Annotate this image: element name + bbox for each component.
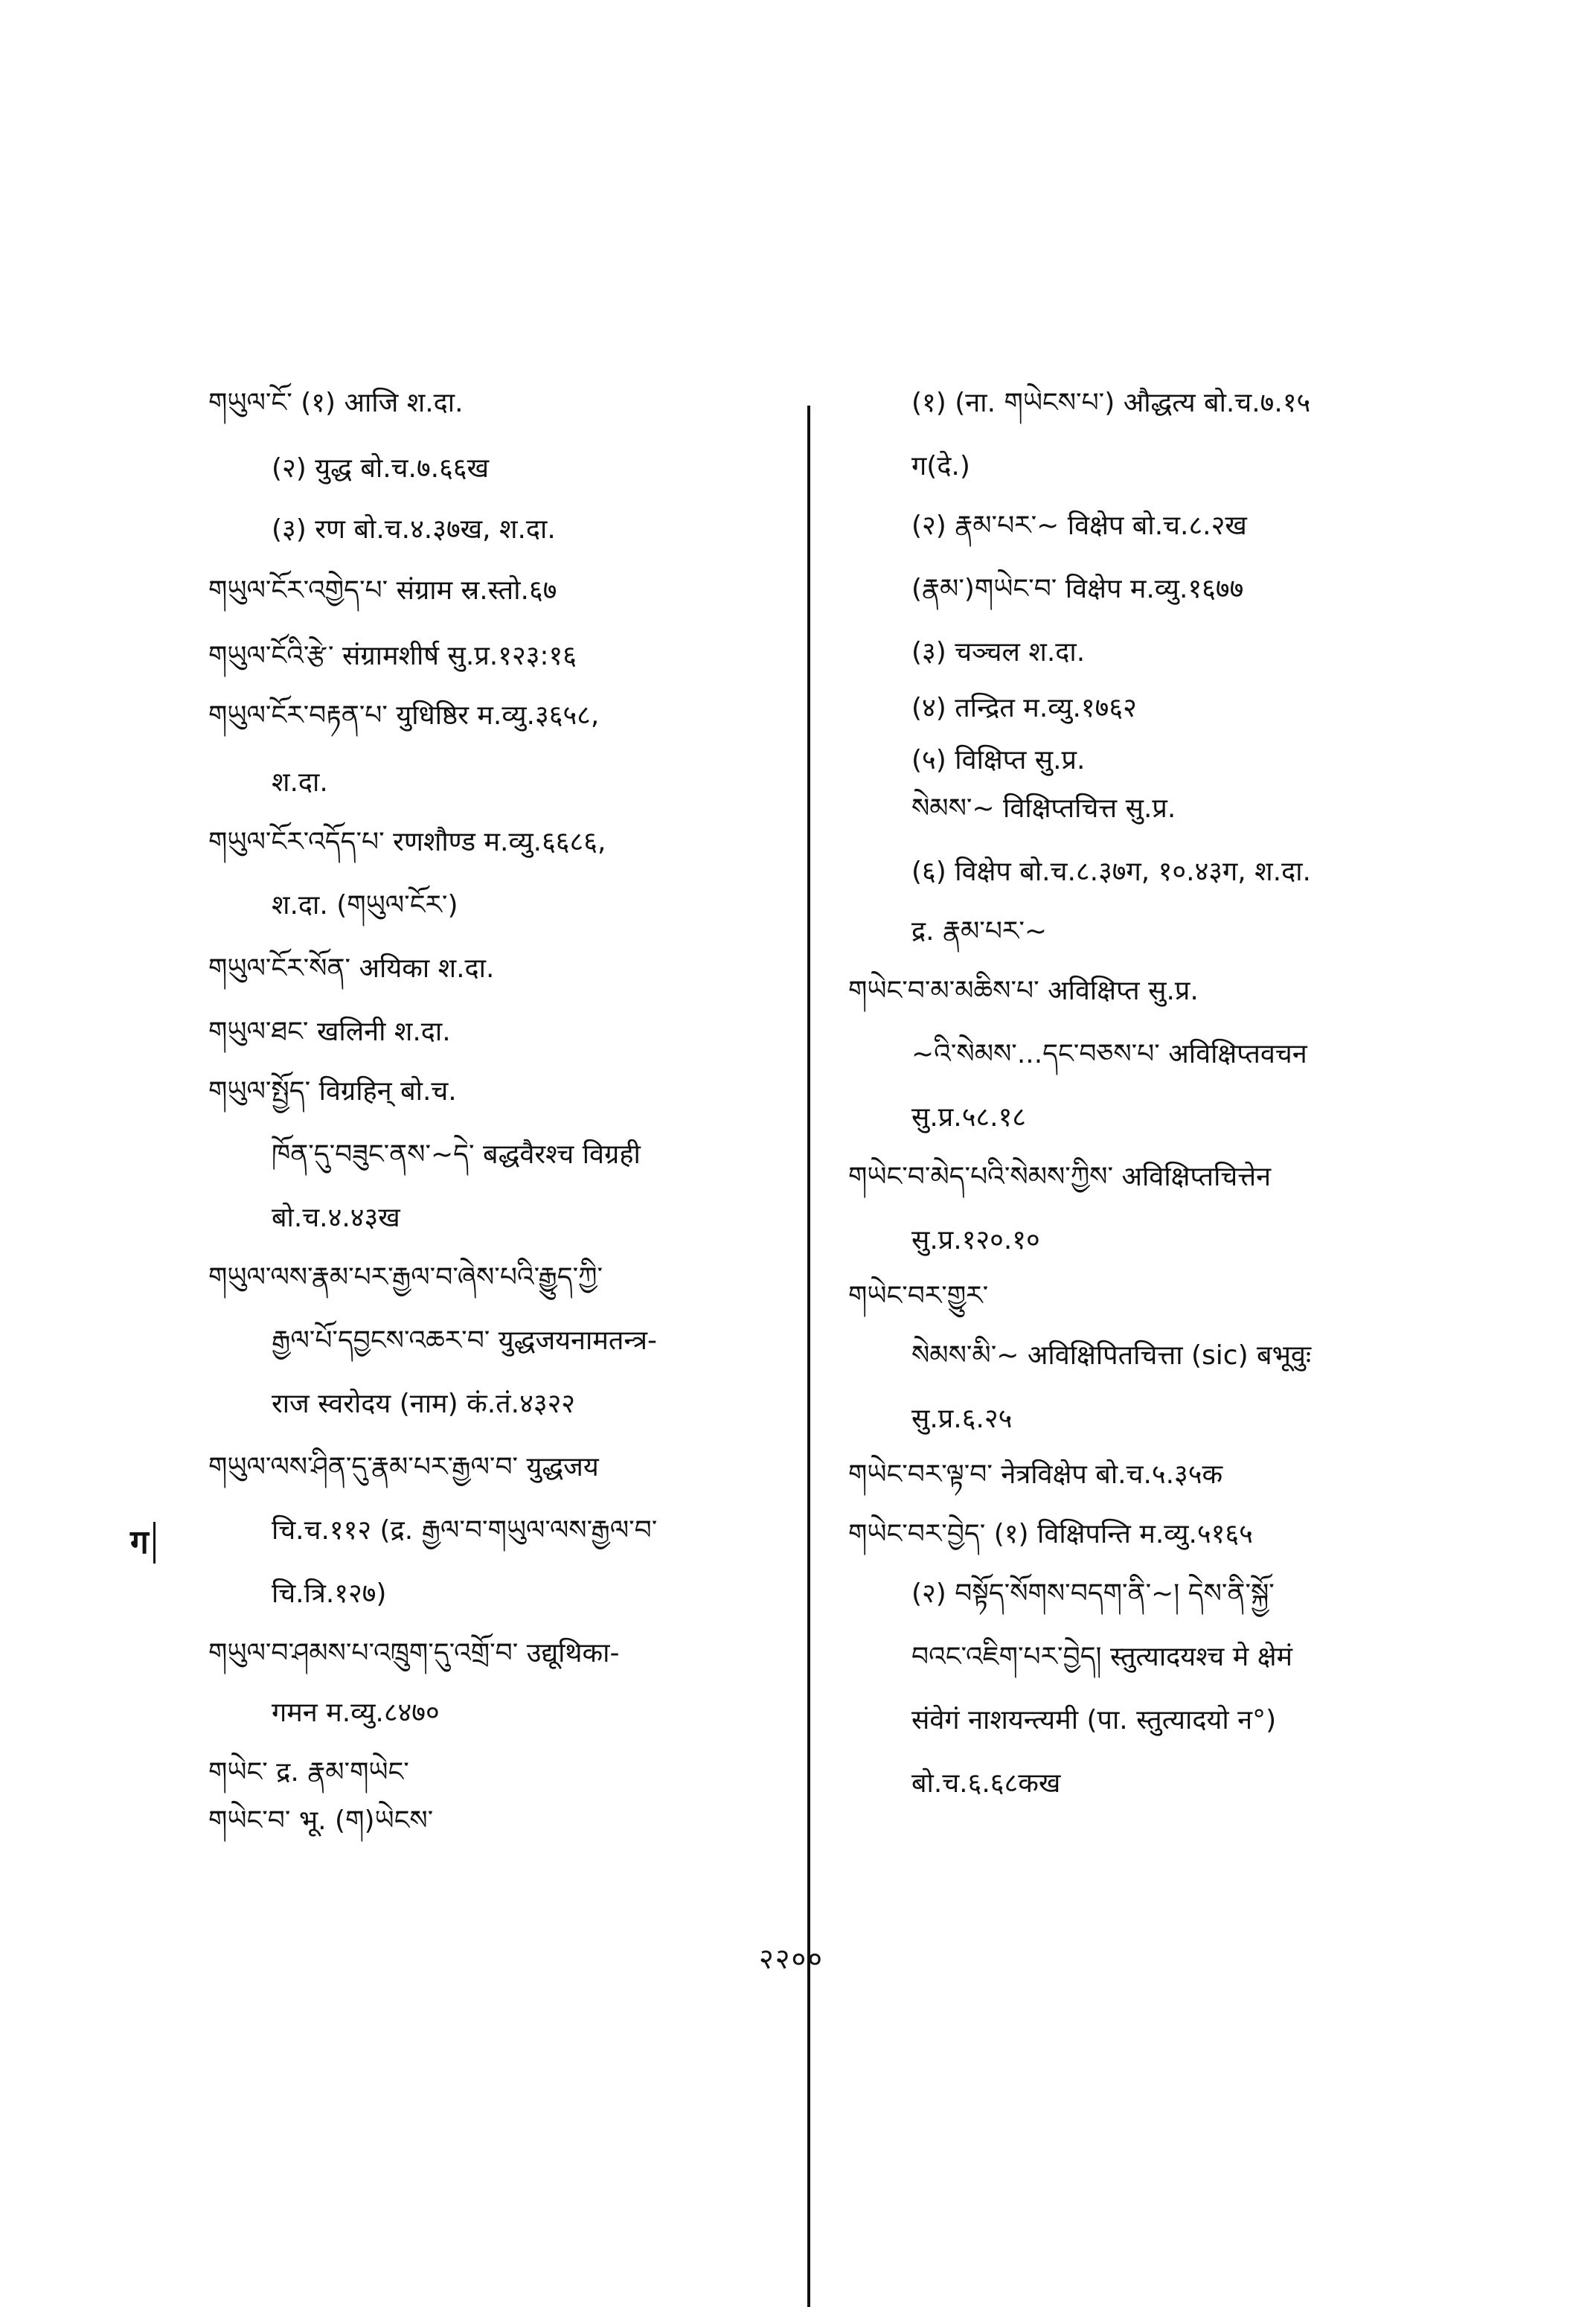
dictionary-entry-line: ~འི་སེམས་...དང་བཅས་པ་ अविक्षिप्तवचन	[911, 1039, 1307, 1069]
dictionary-entry-line: གཡུལ་ངོར་འདོད་པ་ रणशौण्ड म.व्यु.६६८६,	[208, 827, 606, 857]
column-divider	[807, 406, 810, 2307]
dictionary-entry-line: གཡུལ་ངོར་སོན་ अयिका श.दा.	[208, 953, 495, 984]
dictionary-entry-line: श.दा. (གཡུལ་ངོར་)	[272, 890, 458, 921]
page-number: २२००	[759, 1942, 824, 1975]
dictionary-entry-line: (६) विक्षेप बो.च.८.३७ग, १०.४३ग, श.दा.	[911, 857, 1311, 887]
dictionary-entry-line: (རྣམ་)གཡེང་བ་ विक्षेप म.व्यु.१६७७	[911, 574, 1244, 604]
dictionary-entry-line: संवेगं नाशयन्त्यमी (पा. स्तुत्यादयो न°)	[911, 1705, 1277, 1735]
dictionary-entry-line: चि.च.११२ (द्र. རྒྱལ་བ་གཡུལ་ལས་རྒྱལ་བ་	[272, 1515, 658, 1546]
dictionary-entry-line: གཡུལ་ཐང་ खलिनी श.दा.	[208, 1017, 451, 1047]
dictionary-entry-line: རྒྱལ་པོ་དབྱངས་འཆར་བ་ युद्धजयनामतन्त्र-	[272, 1325, 657, 1356]
dictionary-entry-line: གཡུལ་སྤྱོད་ विग्रहिन् बो.च.	[208, 1076, 457, 1107]
dictionary-entry-line: (५) विक्षिप्त सु.प्र.	[911, 745, 1086, 775]
dictionary-entry-line: श.दा.	[272, 767, 328, 798]
dictionary-entry-line: (३) रण बो.च.४.३७ख, श.दा.	[272, 514, 556, 545]
dictionary-entry-line: (२) རྣམ་པར་~ विक्षेप बो.च.८.२ख	[911, 511, 1247, 541]
dictionary-entry-line: གཡུལ་ལས་རྣམ་པར་རྒྱལ་བ་ཞེས་པའི་རྒྱུད་ཀྱི་	[208, 1262, 603, 1293]
dictionary-entry-line: सु.प्र.१२०.१०	[911, 1225, 1040, 1255]
dictionary-entry-line: གཡུལ་ངོར་བརྟན་པ་ युधिष्ठिर म.व्यु.३६५८,	[208, 700, 600, 731]
dictionary-entry-line: चि.त्रि.१२७)	[272, 1578, 387, 1609]
dictionary-entry-line: གཡུལ་ངོའི་རྩེ་ संग्रामशीर्ष सु.प्र.१२३:१६	[208, 641, 577, 671]
dictionary-entry-line: बो.च.४.४३ख	[272, 1203, 400, 1233]
dictionary-entry-line: གཡེང་བ་ भू. (ག)ཡེངས་	[208, 1805, 434, 1836]
dictionary-entry-line: གཡེང་བ་མེད་པའི་སེམས་ཀྱིས་ अविक्षिप्तचित्तेन	[848, 1162, 1272, 1192]
dictionary-entry-line: གཡུལ་ངོར་འགྱེད་པ་ संग्राम स्र.स्तो.६७	[208, 575, 557, 606]
dictionary-entry-line: राज स्वरोदय (नाम) कं.तं.४३२२	[272, 1389, 576, 1419]
dictionary-entry-line: གཡེང་བ་མ་མཆིས་པ་ अविक्षिप्त सु.प्र.	[848, 976, 1199, 1006]
dictionary-entry-line: བའང་འཇིག་པར་བྱེད། स्तुत्यादयश्च मे क्षेमं	[911, 1642, 1293, 1672]
dictionary-entry-line: (३) चञ्चल श.दा.	[911, 637, 1086, 668]
dictionary-entry-line: གཡུལ་ལས་ཤིན་དུ་རྣམ་པར་རྒྱལ་བ་ युद्धजय	[208, 1452, 599, 1482]
dictionary-entry-line: (४) तन्द्रित म.व्यु.१७६२	[911, 693, 1137, 723]
dictionary-entry-line: གཡེང་བར་ལྟ་བ་ नेत्रविक्षेप बो.च.५.३५क	[848, 1459, 1223, 1490]
dictionary-entry-line: द्र. རྣམ་པར་~	[911, 916, 1048, 947]
dictionary-entry-line: सु.प्र.६.२५	[911, 1404, 1013, 1434]
marginal-section-letter: ग	[130, 1522, 156, 1564]
dictionary-entry-line: གཡེང་བར་བྱེད་ (१) विक्षिपन्ति म.व्यु.५१६५	[848, 1519, 1253, 1549]
dictionary-entry-line: (२) བསྟོད་སོགས་བདག་ནི་~། དེས་ནི་སྐྱོ་	[911, 1578, 1275, 1609]
dictionary-entry-line: बो.च.६.६८कख	[911, 1768, 1061, 1799]
dictionary-entry-line: (१) (ना. གཡེངས་པ་) औद्धत्य बो.च.७.१५	[911, 388, 1311, 418]
dictionary-entry-line: གཡེང་བར་གྱུར་	[848, 1281, 989, 1311]
dictionary-entry-line: སེམས་~ विक्षिप्तचित्त सु.प्र.	[911, 793, 1176, 824]
dictionary-entry-line: ग(दे.)	[911, 451, 970, 481]
dictionary-entry-line: ཁོན་དུ་བཟུང་ནས་~དེ་ बद्धवैरश्च विग्रही	[272, 1139, 641, 1170]
dictionary-entry-line: སེམས་མི་~ अविक्षिपितचित्ता (sic) बभूवुः	[911, 1340, 1312, 1371]
dictionary-entry-line: གཡུལ་བ་ཤམས་པ་འཁྲུག་དུ་འགྲོ་བ་ उद्यूथिका-	[208, 1638, 620, 1668]
dictionary-entry-line: (२) युद्ध बो.च.७.६६ख	[272, 453, 490, 484]
dictionary-entry-line: གཡུལ་ངོ་ (१) आजि श.दा.	[208, 388, 464, 418]
dictionary-entry-line: गमन म.व्यु.८४७०	[272, 1698, 440, 1728]
dictionary-entry-line: सु.प्र.५८.१८	[911, 1102, 1027, 1133]
dictionary-entry-line: གཡེང་ द्र. རྣམ་གཡེང་	[208, 1757, 409, 1788]
